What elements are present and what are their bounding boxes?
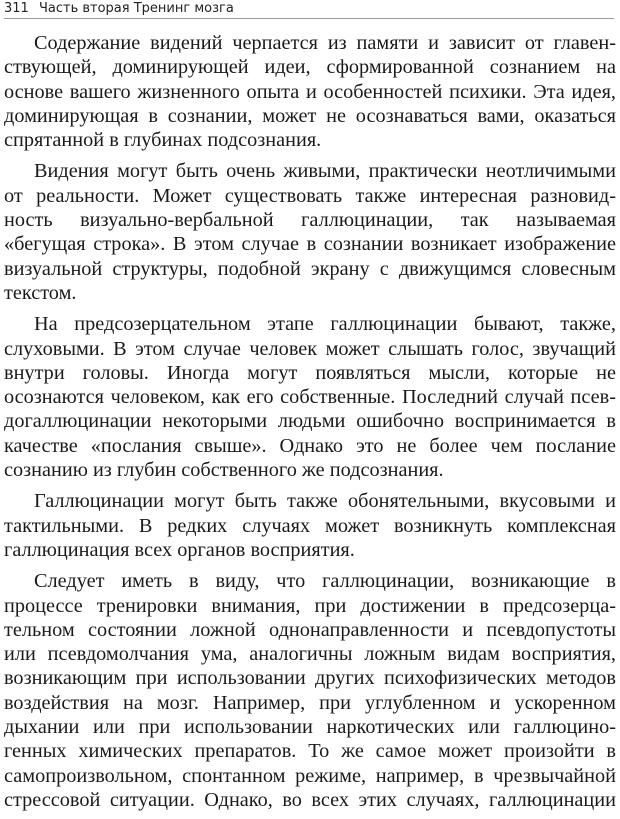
text-line: тельном состоянии ложной однонаправленности и псевдопустоты <box>4 618 616 641</box>
text-line: «бегущая строка». В этом случае в сознании возникает изображение <box>4 233 616 256</box>
text-line: внутри головы. Иногда могут появляться мысли, которые не <box>4 361 616 384</box>
paragraph <box>4 569 616 812</box>
page-number: 311 <box>4 1 29 16</box>
text-line: спрятанной в глубинах подсознания. <box>4 129 322 152</box>
text-line: самопроизвольном, спонтанном режиме, например, в чрезвычайной <box>4 764 616 787</box>
text-line: тактильными. В редких случаях может возникнуть комплексная <box>4 514 616 537</box>
text-line: визуальной структуры, подобной экрану с движущимся словесным <box>4 257 616 280</box>
text-line: Содержание видений черпается из памяти и зависит от главен- <box>34 32 616 54</box>
text-line: ствующей, доминирующей идеи, сформированной сознанием на <box>4 56 616 79</box>
text-line: от реальности. Может существовать также интересная разновид- <box>4 184 616 207</box>
text-line: галлюцинация всех органов восприятия. <box>4 538 355 561</box>
text-line: возникающим при использовании других психофизических методов <box>4 667 616 690</box>
text-line: качестве «послания свыше». Однако это не более чем послание <box>4 434 616 457</box>
text-line: сознанию из глубин собственного же подсознания. <box>4 459 444 482</box>
text-line: слуховыми. В этом случае человек может слышать голос, звучащий <box>4 337 616 360</box>
paragraph <box>4 159 616 305</box>
text-line: Видения могут быть очень живыми, практически неотличимыми <box>34 160 616 183</box>
text-line: процессе тренировки внимания, при достижении в предсозерца- <box>4 594 616 617</box>
text-line: догаллюцинации некоторыми людьми ошибочно воспринимается в <box>4 410 616 433</box>
text-line: На предсозерцательном этапе галлюцинации бывают, также, <box>34 313 616 336</box>
text-line: генных химических препаратов. То же самое может произойти в <box>4 740 616 763</box>
text-line: текстом. <box>4 281 77 304</box>
text-line: ность визуально-вербальной галлюцинации, так называемая <box>4 209 616 232</box>
text-line: Следует иметь в виду, что галлюцинации, возникающие в <box>34 570 616 593</box>
text-line: стрессовой ситуации. Однако, во всех этих случаях, галлюцинации <box>4 788 616 811</box>
text-line: Галлюцинации могут быть также обонятельными, вкусовыми и <box>34 490 616 513</box>
running-header <box>4 0 614 19</box>
body-text <box>4 31 616 819</box>
text-line: дыхании или при использовании наркотических или галлюцино- <box>4 716 616 739</box>
text-line: основе вашего жизненного опыта и особенностей психики. Эта идея, <box>4 80 616 103</box>
paragraph <box>4 31 616 152</box>
text-line: воздействия на мозг. Например, при углубленном и ускоренном <box>4 691 616 714</box>
paragraph <box>4 489 616 562</box>
text-line: осознаются человеком, как его собственные. Последний случай псев- <box>4 386 616 409</box>
text-line: или псевдомолчания ума, аналогичны ложным видам восприятия, <box>4 643 616 666</box>
paragraph <box>4 312 616 482</box>
running-title: Часть вторая Тренинг мозга <box>38 1 234 16</box>
text-line: доминирующая в сознании, может не осознаваться вами, оказаться <box>4 104 616 127</box>
